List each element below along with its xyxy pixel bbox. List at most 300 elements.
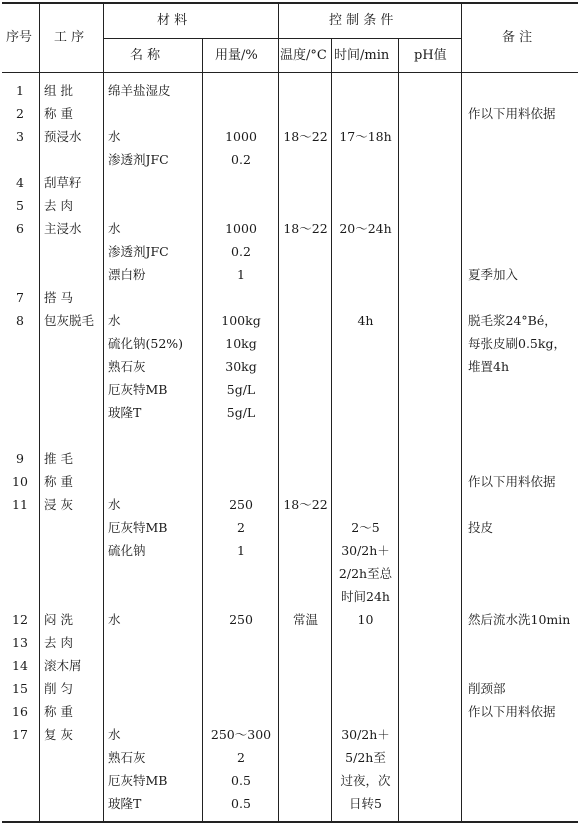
ph-value xyxy=(399,654,462,677)
material-name: 水 xyxy=(108,221,121,236)
row-number: 16 xyxy=(12,704,28,719)
process-step: 去 肉 xyxy=(44,635,73,650)
time-value xyxy=(332,79,399,102)
material-name: 厄灰特MB xyxy=(108,520,168,535)
material-name xyxy=(105,677,203,700)
process-step xyxy=(40,263,104,286)
table-row xyxy=(2,309,578,332)
table-row xyxy=(2,447,578,470)
temperature-value xyxy=(279,470,332,493)
process-step xyxy=(40,378,104,401)
remark-text xyxy=(465,401,580,424)
ph-value xyxy=(399,585,462,608)
amount-value: 30kg xyxy=(225,359,257,374)
time-value xyxy=(332,332,399,355)
material-name: 厄灰特MB xyxy=(108,773,168,788)
process-step: 称 重 xyxy=(44,704,73,719)
material-name: 漂白粉 xyxy=(108,267,146,282)
remark-text: 脱毛浆24°Bé， xyxy=(468,313,557,328)
table-row xyxy=(2,286,578,309)
temperature-value xyxy=(279,309,332,332)
remark-text xyxy=(465,585,580,608)
row-number: 7 xyxy=(16,290,24,305)
ph-value xyxy=(399,700,462,723)
table-row xyxy=(2,470,578,493)
table-header xyxy=(2,4,578,73)
table-row xyxy=(2,263,578,286)
time-value: 10 xyxy=(357,612,374,627)
material-name: 水 xyxy=(108,612,121,627)
amount-value xyxy=(203,585,279,608)
header-process: 工 序 xyxy=(54,30,85,45)
time-value: 日转5 xyxy=(349,796,382,811)
amount-value xyxy=(203,677,279,700)
process-step: 削 匀 xyxy=(44,681,73,696)
table-row xyxy=(2,654,578,677)
temperature-value xyxy=(279,539,332,562)
remark-text xyxy=(465,286,580,309)
temperature-value xyxy=(279,447,332,470)
amount-value: 1 xyxy=(237,543,245,558)
time-value xyxy=(332,171,399,194)
material-name: 熟石灰 xyxy=(108,359,146,374)
material-name xyxy=(105,700,203,723)
process-step: 称 重 xyxy=(44,474,73,489)
process-step xyxy=(40,355,104,378)
amount-value: 5g/L xyxy=(226,405,256,420)
row-number: 1 xyxy=(16,83,24,98)
row-number: 10 xyxy=(12,474,28,489)
temperature-value xyxy=(279,332,332,355)
time-value: 17～18h xyxy=(339,129,392,144)
time-value: 5/2h至 xyxy=(345,750,386,765)
time-value: 2/2h至总 xyxy=(338,566,393,581)
material-name xyxy=(105,171,203,194)
row-number xyxy=(2,424,38,447)
table-row xyxy=(2,148,578,171)
header-control: 控 制 条 件 xyxy=(329,13,394,28)
amount-value xyxy=(203,447,279,470)
remark-text xyxy=(465,562,580,585)
row-number: 6 xyxy=(16,221,24,236)
amount-value: 1000 xyxy=(225,129,257,144)
temperature-value xyxy=(279,194,332,217)
temperature-value xyxy=(279,424,332,447)
temperature-value: 18～22 xyxy=(283,221,328,236)
amount-value: 2 xyxy=(237,520,245,535)
material-name: 熟石灰 xyxy=(108,750,146,765)
remark-text xyxy=(465,125,580,148)
time-value: 20～24h xyxy=(339,221,392,236)
row-number: 13 xyxy=(12,635,28,650)
table-row xyxy=(2,608,578,631)
amount-value xyxy=(203,286,279,309)
amount-value xyxy=(203,631,279,654)
header-materials: 材 料 xyxy=(157,13,188,28)
temperature-value xyxy=(279,677,332,700)
table-row xyxy=(2,424,578,447)
row-number: 17 xyxy=(12,727,28,742)
process-step: 滚木屑 xyxy=(44,658,82,673)
table-row xyxy=(2,125,578,148)
amount-value: 10kg xyxy=(225,336,257,351)
amount-value: 0.5 xyxy=(231,773,251,788)
material-name: 水 xyxy=(108,497,121,512)
amount-value xyxy=(203,654,279,677)
amount-value: 0.2 xyxy=(231,152,251,167)
ph-value xyxy=(399,516,462,539)
table-row xyxy=(2,746,578,769)
material-name: 厄灰特MB xyxy=(108,382,168,397)
temperature-value: 18～22 xyxy=(283,129,328,144)
temperature-value xyxy=(279,79,332,102)
remark-text: 投皮 xyxy=(468,520,494,535)
time-value xyxy=(332,493,399,516)
remark-text xyxy=(465,148,580,171)
time-value xyxy=(332,194,399,217)
material-name: 渗透剂JFC xyxy=(108,244,169,259)
ph-value xyxy=(399,470,462,493)
remark-text xyxy=(465,194,580,217)
ph-value xyxy=(399,355,462,378)
remark-text: 夏季加入 xyxy=(468,267,519,282)
ph-value xyxy=(399,769,462,792)
temperature-value xyxy=(279,263,332,286)
row-number xyxy=(2,148,38,171)
ph-value xyxy=(399,125,462,148)
material-name xyxy=(105,654,203,677)
remark-text xyxy=(465,769,580,792)
amount-value xyxy=(203,171,279,194)
process-step: 预浸水 xyxy=(44,129,82,144)
material-name: 玻隆T xyxy=(108,796,142,811)
temperature-value xyxy=(279,654,332,677)
remark-text xyxy=(465,746,580,769)
table-row xyxy=(2,792,578,815)
amount-value xyxy=(203,470,279,493)
row-number: 5 xyxy=(16,198,24,213)
process-step xyxy=(40,585,104,608)
ph-value xyxy=(399,401,462,424)
row-number: 9 xyxy=(16,451,24,466)
time-value xyxy=(332,631,399,654)
row-number xyxy=(2,378,38,401)
row-number: 3 xyxy=(16,129,24,144)
process-step: 搭 马 xyxy=(44,290,73,305)
row-number: 12 xyxy=(12,612,28,627)
time-value xyxy=(332,286,399,309)
header-no: 序号 xyxy=(6,30,33,45)
row-number xyxy=(2,516,38,539)
temperature-value xyxy=(279,240,332,263)
remark-text xyxy=(465,493,580,516)
table-row xyxy=(2,355,578,378)
temperature-value xyxy=(279,792,332,815)
ph-value xyxy=(399,378,462,401)
ph-value xyxy=(399,562,462,585)
ph-value xyxy=(399,539,462,562)
remark-text xyxy=(465,240,580,263)
ph-value xyxy=(399,424,462,447)
process-step xyxy=(40,746,104,769)
material-name: 硫化钠 xyxy=(108,543,146,558)
material-name xyxy=(105,631,203,654)
table-row xyxy=(2,769,578,792)
time-value xyxy=(332,677,399,700)
header-temperature: 温度/°C xyxy=(280,48,327,63)
material-name xyxy=(105,102,203,125)
material-name: 渗透剂JFC xyxy=(108,152,169,167)
material-name xyxy=(105,424,203,447)
time-value xyxy=(332,654,399,677)
row-number xyxy=(2,769,38,792)
row-number: 11 xyxy=(12,497,28,512)
temperature-value xyxy=(279,171,332,194)
remark-text xyxy=(465,723,580,746)
process-step: 推 毛 xyxy=(44,451,73,466)
temperature-value xyxy=(279,769,332,792)
amount-value: 0.5 xyxy=(231,796,251,811)
material-name: 水 xyxy=(108,727,121,742)
temperature-value xyxy=(279,102,332,125)
time-value xyxy=(332,378,399,401)
material-name xyxy=(105,585,203,608)
amount-value: 2 xyxy=(237,750,245,765)
time-value xyxy=(332,148,399,171)
amount-value xyxy=(203,562,279,585)
amount-value: 5g/L xyxy=(226,382,256,397)
ph-value xyxy=(399,493,462,516)
table-row xyxy=(2,332,578,355)
time-value xyxy=(332,447,399,470)
remark-text xyxy=(465,378,580,401)
temperature-value xyxy=(279,585,332,608)
process-step xyxy=(40,516,104,539)
table-row xyxy=(2,493,578,516)
header-amount: 用量/% xyxy=(215,48,258,63)
process-step: 主浸水 xyxy=(44,221,82,236)
time-value: 2～5 xyxy=(351,520,380,535)
time-value xyxy=(332,102,399,125)
process-step: 刮草籽 xyxy=(44,175,82,190)
remark-text: 作以下用料依据 xyxy=(468,704,556,719)
process-step xyxy=(40,332,104,355)
table-row xyxy=(2,378,578,401)
temperature-value xyxy=(279,516,332,539)
table-row xyxy=(2,79,578,102)
time-value xyxy=(332,263,399,286)
ph-value xyxy=(399,194,462,217)
process-step xyxy=(40,240,104,263)
process-step: 去 肉 xyxy=(44,198,73,213)
remark-text xyxy=(465,217,580,240)
table-body xyxy=(2,73,578,821)
process-table xyxy=(2,2,578,823)
table-row xyxy=(2,585,578,608)
process-step: 复 灰 xyxy=(44,727,73,742)
amount-value: 250 xyxy=(229,497,253,512)
time-value: 过夜，次 xyxy=(340,773,391,788)
row-number xyxy=(2,263,38,286)
ph-value xyxy=(399,723,462,746)
material-name: 玻隆T xyxy=(108,405,142,420)
remark-text xyxy=(465,447,580,470)
amount-value xyxy=(203,700,279,723)
temperature-value xyxy=(279,355,332,378)
ph-value xyxy=(399,332,462,355)
remark-text: 然后流水洗10min xyxy=(468,612,571,627)
time-value xyxy=(332,424,399,447)
temperature-value xyxy=(279,700,332,723)
time-value xyxy=(332,355,399,378)
ph-value xyxy=(399,171,462,194)
time-value: 4h xyxy=(357,313,374,328)
process-step: 组 批 xyxy=(44,83,73,98)
temperature-value xyxy=(279,631,332,654)
amount-value: 1 xyxy=(237,267,245,282)
table-row xyxy=(2,631,578,654)
process-step: 称 重 xyxy=(44,106,73,121)
amount-value: 100kg xyxy=(221,313,261,328)
amount-value: 250 xyxy=(229,612,253,627)
time-value: 30/2h＋ xyxy=(341,543,390,558)
ph-value xyxy=(399,608,462,631)
remark-text xyxy=(465,539,580,562)
material-name: 水 xyxy=(108,313,121,328)
table-row xyxy=(2,677,578,700)
row-number xyxy=(2,585,38,608)
time-value xyxy=(332,401,399,424)
row-number: 15 xyxy=(12,681,28,696)
ph-value xyxy=(399,309,462,332)
table-row xyxy=(2,723,578,746)
row-number xyxy=(2,240,38,263)
temperature-value xyxy=(279,401,332,424)
ph-value xyxy=(399,792,462,815)
amount-value: 0.2 xyxy=(231,244,251,259)
process-step: 闷 洗 xyxy=(44,612,73,627)
process-step xyxy=(40,562,104,585)
material-name xyxy=(105,286,203,309)
table-row xyxy=(2,539,578,562)
header-ph: pH值 xyxy=(414,48,447,63)
temperature-value: 常温 xyxy=(292,612,318,627)
amount-value: 1000 xyxy=(225,221,257,236)
temperature-value xyxy=(279,148,332,171)
process-step xyxy=(40,424,104,447)
table-row xyxy=(2,171,578,194)
table-row xyxy=(2,700,578,723)
process-step: 浸 灰 xyxy=(44,497,73,512)
header-time: 时间/min xyxy=(334,48,390,63)
row-number: 14 xyxy=(12,658,28,673)
ph-value xyxy=(399,447,462,470)
time-value: 30/2h＋ xyxy=(341,727,390,742)
row-number: 8 xyxy=(16,313,24,328)
row-number xyxy=(2,355,38,378)
temperature-value xyxy=(279,723,332,746)
amount-value xyxy=(203,194,279,217)
process-step xyxy=(40,148,104,171)
amount-value xyxy=(203,102,279,125)
material-name: 绵羊盐湿皮 xyxy=(108,83,171,98)
remark-text: 作以下用料依据 xyxy=(468,474,556,489)
time-value xyxy=(332,240,399,263)
table-row xyxy=(2,240,578,263)
time-value xyxy=(332,470,399,493)
temperature-value xyxy=(279,746,332,769)
header-remark: 备 注 xyxy=(502,30,533,45)
process-step: 包灰脱毛 xyxy=(44,313,95,328)
ph-value xyxy=(399,148,462,171)
row-number xyxy=(2,746,38,769)
remark-text xyxy=(465,79,580,102)
remark-text xyxy=(465,171,580,194)
remark-text xyxy=(465,631,580,654)
material-name xyxy=(105,194,203,217)
temperature-value: 18～22 xyxy=(283,497,328,512)
row-number xyxy=(2,401,38,424)
process-step xyxy=(40,769,104,792)
header-material-name: 名 称 xyxy=(130,48,161,63)
row-number xyxy=(2,332,38,355)
table-row xyxy=(2,217,578,240)
ph-value xyxy=(399,79,462,102)
process-step xyxy=(40,539,104,562)
process-step xyxy=(40,792,104,815)
remark-text: 每张皮刷0.5kg， xyxy=(468,336,566,351)
row-number xyxy=(2,792,38,815)
ph-value xyxy=(399,263,462,286)
ph-value xyxy=(399,217,462,240)
remark-text: 削颈部 xyxy=(468,681,506,696)
remark-text xyxy=(465,654,580,677)
ph-value xyxy=(399,240,462,263)
time-value xyxy=(332,700,399,723)
material-name xyxy=(105,562,203,585)
material-name: 水 xyxy=(108,129,121,144)
row-number xyxy=(2,539,38,562)
remark-text xyxy=(465,424,580,447)
process-step xyxy=(40,401,104,424)
temperature-value xyxy=(279,562,332,585)
table-row xyxy=(2,562,578,585)
row-number: 4 xyxy=(16,175,24,190)
ph-value xyxy=(399,286,462,309)
material-name: 硫化钠(52%) xyxy=(108,336,184,351)
table-row xyxy=(2,194,578,217)
ph-value xyxy=(399,631,462,654)
table-row xyxy=(2,516,578,539)
row-number xyxy=(2,562,38,585)
amount-value xyxy=(203,424,279,447)
temperature-value xyxy=(279,378,332,401)
row-number: 2 xyxy=(16,106,24,121)
remark-text: 作以下用料依据 xyxy=(468,106,556,121)
table-row xyxy=(2,102,578,125)
material-name xyxy=(105,470,203,493)
ph-value xyxy=(399,102,462,125)
material-name xyxy=(105,447,203,470)
amount-value xyxy=(203,79,279,102)
table-row xyxy=(2,401,578,424)
temperature-value xyxy=(279,286,332,309)
remark-text xyxy=(465,792,580,815)
ph-value xyxy=(399,677,462,700)
ph-value xyxy=(399,746,462,769)
amount-value: 250～300 xyxy=(210,727,272,742)
time-value: 时间24h xyxy=(341,589,390,604)
